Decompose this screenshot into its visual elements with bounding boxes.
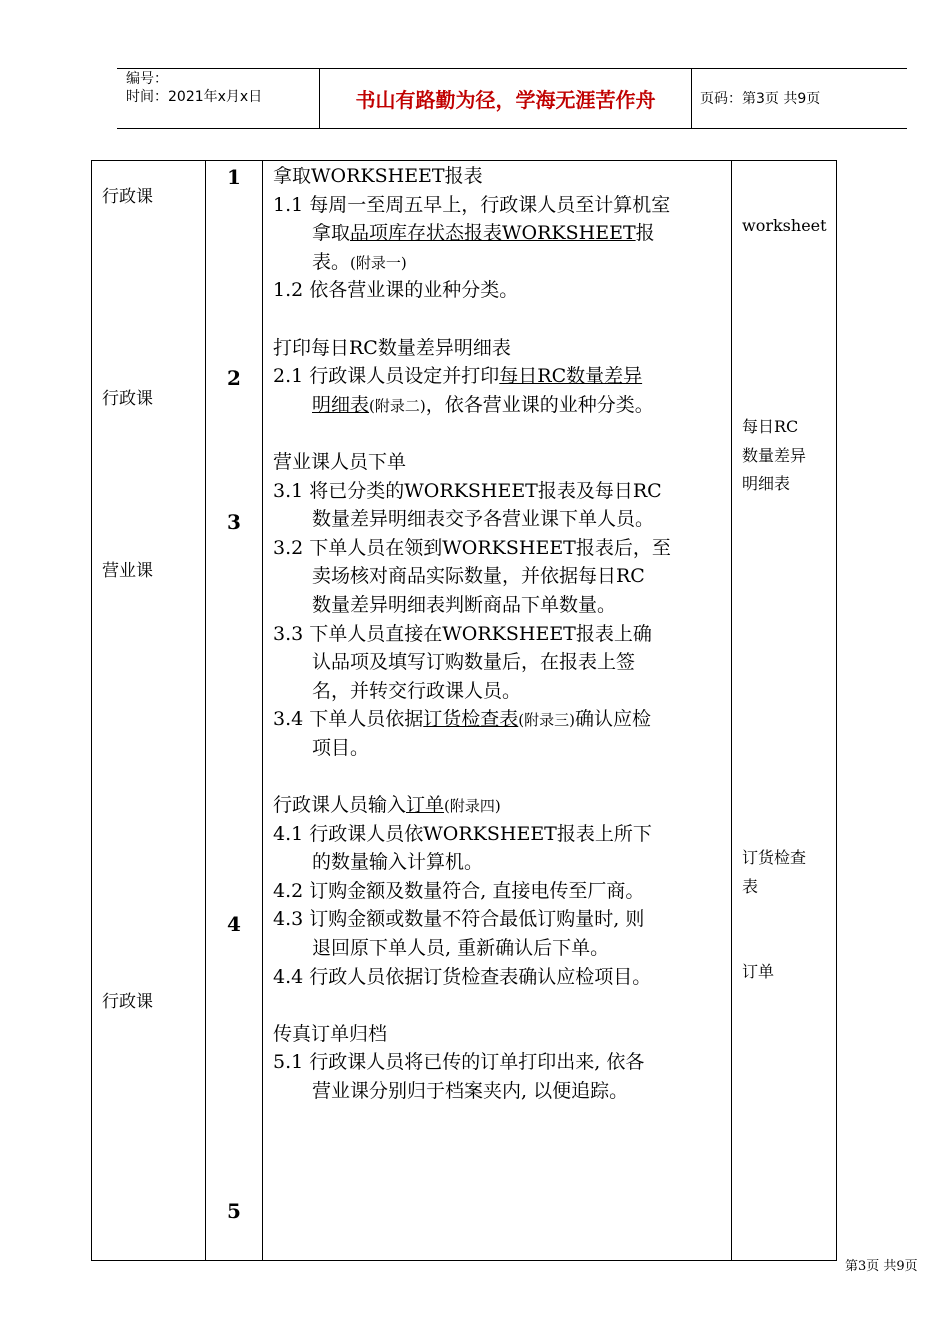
step-number: 2 — [227, 366, 241, 390]
col-divider-step — [262, 160, 263, 1261]
form-reference: 每日RC数量差异 — [499, 365, 643, 388]
step4-line: 退回原下单人员, 重新确认后下单。 — [312, 937, 610, 960]
form-label: 数量差异 — [742, 445, 807, 465]
form-worksheet — [742, 212, 827, 241]
text: 行政课人员输入 — [273, 794, 407, 817]
dept-cell: 行政课 — [102, 389, 153, 409]
form-rc-report — [742, 413, 806, 499]
text: 3.4 下单人员依据 — [273, 708, 424, 731]
text: 报 — [635, 222, 655, 245]
text: 拿取 — [312, 222, 351, 245]
step2-line — [273, 362, 725, 391]
step5-line: 5.1 行政课人员将已传的订单打印出来, 依各 — [273, 1051, 645, 1074]
form-label: 表 — [742, 876, 759, 896]
time-label: 时间：2021年x月x日 — [126, 89, 263, 105]
text: ，依各营业课的业种分类。 — [425, 393, 654, 416]
form-label: 每日RC — [742, 417, 799, 436]
step4-title — [273, 791, 725, 820]
step3-line: 项目。 — [312, 736, 370, 759]
text: 确认应检 — [575, 708, 652, 731]
step4-line: 4.4 行政人员依据订货检查表确认应检项目。 — [273, 965, 652, 988]
step1-line — [273, 248, 725, 277]
motto: 书山有路勤为径，学海无涯苦作舟 — [355, 88, 656, 112]
appendix-note: (附录四) — [444, 797, 501, 816]
step3-line: 数量差异明细表判断商品下单数量。 — [312, 593, 617, 616]
text: 2.1 行政课人员设定并打印 — [273, 365, 500, 388]
step3-title: 营业课人员下单 — [273, 450, 407, 473]
appendix-note: (附录一) — [350, 253, 407, 272]
step2-line — [273, 391, 725, 420]
step-number: 1 — [227, 165, 241, 189]
step3-line — [273, 705, 725, 734]
step1-line: 1.1 每周一至周五早上，行政课人员至计算机室 — [273, 193, 671, 216]
col-divider-dept — [205, 160, 206, 1261]
form-label: 订单 — [742, 962, 775, 981]
serial-label: 编号： — [126, 71, 168, 87]
form-label: worksheet — [742, 216, 827, 235]
step4-line: 的数量输入计算机。 — [312, 851, 484, 874]
col-divider-form — [731, 160, 732, 1261]
step2-title: 打印每日RC数量差异明细表 — [273, 336, 511, 359]
appendix-note: (附录三) — [518, 711, 575, 730]
step4-line: 4.1 行政课人员依WORKSHEET报表上所下 — [273, 822, 652, 845]
step-number: 3 — [227, 510, 241, 534]
step5-line: 营业课分别归于档案夹内, 以便追踪。 — [312, 1080, 629, 1102]
form-label: 订货检查 — [742, 848, 807, 867]
step3-line: 名，并转交行政课人员。 — [312, 679, 522, 702]
appendix-note: (附录二) — [369, 396, 426, 415]
procedure-content — [273, 162, 725, 1106]
form-reference: 明细表 — [312, 393, 370, 416]
dept-cell: 营业课 — [102, 561, 153, 581]
form-reference: 订货检查表 — [423, 708, 519, 731]
step5-title: 传真订单归档 — [273, 1022, 388, 1045]
step1-line: 1.2 依各营业课的业种分类。 — [273, 279, 519, 302]
step4-line: 4.2 订购金额及数量符合, 直接电传至厂商。 — [273, 879, 645, 902]
dept-cell: 行政课 — [102, 187, 153, 207]
text: 表。 — [312, 250, 351, 273]
step3-line: 数量差异明细表交予各营业课下单人员。 — [312, 508, 655, 531]
step3-line: 3.3 下单人员直接在WORKSHEET报表上确 — [273, 622, 652, 645]
form-label: 明细表 — [742, 474, 791, 494]
form-reference: 品项库存状态报表WORKSHEET — [350, 222, 636, 245]
page-label: 页码：第3页 共9页 — [700, 91, 821, 107]
form-order-check — [742, 844, 806, 901]
step1-line — [273, 219, 725, 248]
page-footer: 第3页 共9页 — [845, 1259, 918, 1274]
step3-line: 卖场核对商品实际数量，并依据每日RC — [312, 565, 645, 588]
form-reference: 订单 — [406, 794, 445, 817]
header-divider-2 — [691, 68, 692, 129]
step-number: 4 — [227, 912, 241, 936]
header-top-rule — [117, 68, 907, 69]
step-number: 5 — [227, 1199, 241, 1223]
header-bottom-rule — [117, 128, 907, 129]
step3-line: 认品项及填写订购数量后，在报表上签 — [312, 651, 636, 674]
step1-title: 拿取WORKSHEET报表 — [273, 165, 483, 187]
step3-line: 3.1 将已分类的WORKSHEET报表及每日RC — [273, 479, 662, 502]
dept-cell: 行政课 — [102, 992, 153, 1012]
step4-line: 4.3 订购金额或数量不符合最低订购量时, 则 — [273, 908, 645, 931]
form-order — [742, 958, 774, 987]
step3-line: 3.2 下单人员在领到WORKSHEET报表后，至 — [273, 536, 671, 559]
